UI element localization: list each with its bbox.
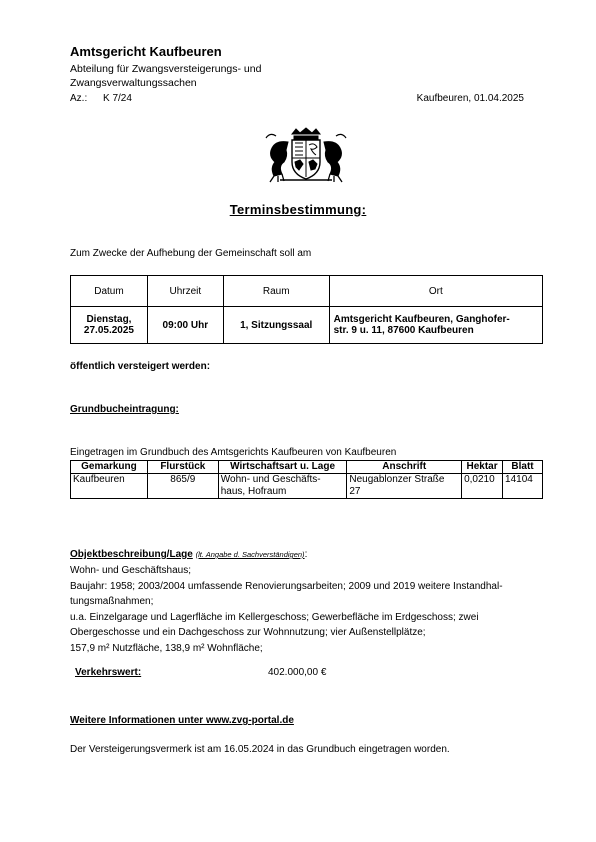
cell-hektar: 0,0210 xyxy=(462,474,503,499)
cell-line: 27 xyxy=(349,486,361,497)
description-line: tungsmaßnahmen; xyxy=(70,596,154,607)
column-header: Blatt xyxy=(503,461,543,474)
description-line: u.a. Einzelgarage und Lagerfläche im Kellergeschoss; Gewerbefläche im Erdgeschoss; zwei xyxy=(70,611,479,623)
column-header: Gemarkung xyxy=(71,461,148,474)
table-row xyxy=(71,474,543,499)
cell-gemarkung: Kaufbeuren xyxy=(71,474,148,499)
appointment-room: 1, Sitzungssaal xyxy=(223,307,329,344)
registration-note: Der Versteigerungsvermerk ist am 16.05.2024 in das Grundbuch eingetragen worden. xyxy=(70,744,450,755)
intro-text: Zum Zwecke der Aufhebung der Gemeinschaft soll am xyxy=(70,248,312,259)
table-row xyxy=(71,307,543,344)
table-header-row xyxy=(71,276,543,307)
department xyxy=(70,62,261,90)
date-weekday: Dienstag, xyxy=(86,314,132,325)
market-value: 402.000,00 € xyxy=(268,667,327,678)
column-header: Anschrift xyxy=(347,461,462,474)
column-header: Flurstück xyxy=(147,461,218,474)
table-header-row xyxy=(71,461,543,474)
page-title: Terminsbestimmung: xyxy=(229,202,367,217)
description-line: Baujahr: 1958; 2003/2004 umfassende Renovierungsarbeiten; 2009 und 2019 weitere Instandhal- xyxy=(70,580,503,592)
land-register-table xyxy=(70,460,543,499)
file-number-label: Az.: xyxy=(70,93,88,104)
cell-wirtschaftsart xyxy=(218,474,347,499)
auction-statement: öffentlich versteigert werden: xyxy=(70,361,211,372)
appointment-time: 09:00 Uhr xyxy=(147,307,223,344)
column-header: Uhrzeit xyxy=(147,276,223,307)
object-heading-colon: : xyxy=(304,549,308,560)
date-value: 27.05.2025 xyxy=(83,325,134,336)
cell-anschrift xyxy=(347,474,462,499)
place-date: Kaufbeuren, 01.04.2025 xyxy=(416,93,524,104)
department-line: Zwangsverwaltungssachen xyxy=(70,77,197,89)
cell-blatt: 14104 xyxy=(503,474,543,499)
place-line: str. 9 u. 11, 87600 Kaufbeuren xyxy=(333,325,474,336)
column-header: Datum xyxy=(71,276,148,307)
object-heading-title: Objektbeschreibung/Lage xyxy=(70,549,193,560)
description-line: 157,9 m² Nutzfläche, 138,9 m² Wohnfläche; xyxy=(70,642,263,654)
market-value-label: Verkehrswert: xyxy=(75,667,142,678)
cell-line: Wohn- und Geschäfts- xyxy=(220,474,321,485)
appointment-date xyxy=(71,307,148,344)
cell-line: Neugablonzer Straße xyxy=(349,474,445,485)
description-line: Wohn- und Geschäftshaus; xyxy=(70,565,191,576)
land-register-intro: Eingetragen im Grundbuch des Amtsgerichts Kaufbeuren von Kaufbeuren xyxy=(70,447,397,458)
column-header: Hektar xyxy=(462,461,503,474)
column-header: Ort xyxy=(329,276,542,307)
court-name: Amtsgericht Kaufbeuren xyxy=(70,44,222,59)
description-line: Obergeschosse und ein Dachgeschoss zur Wohnnutzung; vier Außenstellplätze; xyxy=(70,627,426,638)
coat-of-arms-emblem xyxy=(262,126,350,184)
place-line: Amtsgericht Kaufbeuren, Ganghofer- xyxy=(333,314,510,325)
file-number: K 7/24 xyxy=(103,93,132,104)
object-source-note: (lt. Angabe d. Sachverständigen) xyxy=(195,550,305,559)
appointment-table xyxy=(70,275,543,344)
land-register-heading: Grundbucheintragung: xyxy=(70,404,179,415)
cell-line: haus, Hofraum xyxy=(220,486,287,497)
cell-flurstueck: 865/9 xyxy=(147,474,218,499)
appointment-place xyxy=(329,307,542,344)
object-description xyxy=(70,563,544,656)
column-header: Raum xyxy=(223,276,329,307)
object-heading xyxy=(70,549,307,560)
more-info-link[interactable]: Weitere Informationen unter www.zvg-portal.de xyxy=(70,715,294,726)
column-header: Wirtschaftsart u. Lage xyxy=(218,461,347,474)
department-line: Abteilung für Zwangsversteigerungs- und xyxy=(70,63,262,75)
